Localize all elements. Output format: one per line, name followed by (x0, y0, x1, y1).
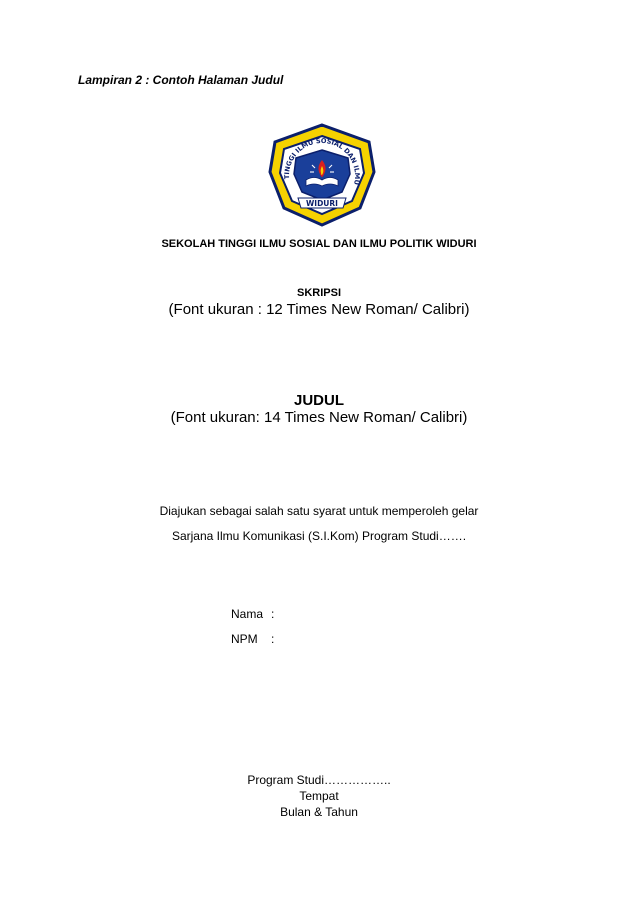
judul-label: JUDUL (293, 392, 344, 409)
skripsi-label: SKRIPSI (296, 287, 341, 299)
field-label: Nama (231, 607, 264, 621)
logo-arc-text: TINGGI ILMU SOSIAL DAN ILMU (282, 136, 362, 186)
institution-logo (268, 122, 376, 228)
school-name: SEKOLAH TINGGI ILMU SOSIAL DAN ILMU POLITIK WIDURI (161, 238, 477, 250)
purpose-line-2: Sarjana Ilmu Komunikasi (S.I.Kom) Program Studi……. (171, 529, 467, 543)
field-colon: : (271, 632, 275, 646)
place: Tempat (299, 789, 339, 803)
appendix-heading: Lampiran 2 : Contoh Halaman Judul (78, 73, 284, 87)
program-studi: Program Studi…………….. (247, 773, 391, 787)
skripsi-font-note: (Font ukuran : 12 Times New Roman/ Calibri) (168, 301, 470, 318)
logo-banner-text: WIDURI (306, 199, 338, 208)
field-colon: : (271, 607, 275, 621)
field-nama (231, 607, 274, 621)
judul-font-note: (Font ukuran: 14 Times New Roman/ Calibri) (170, 409, 468, 426)
field-label: NPM (231, 632, 258, 646)
purpose-line-1: Diajukan sebagai salah satu syarat untuk memperoleh gelar (159, 504, 479, 518)
field-npm (231, 632, 274, 646)
month-year: Bulan & Tahun (280, 805, 358, 819)
